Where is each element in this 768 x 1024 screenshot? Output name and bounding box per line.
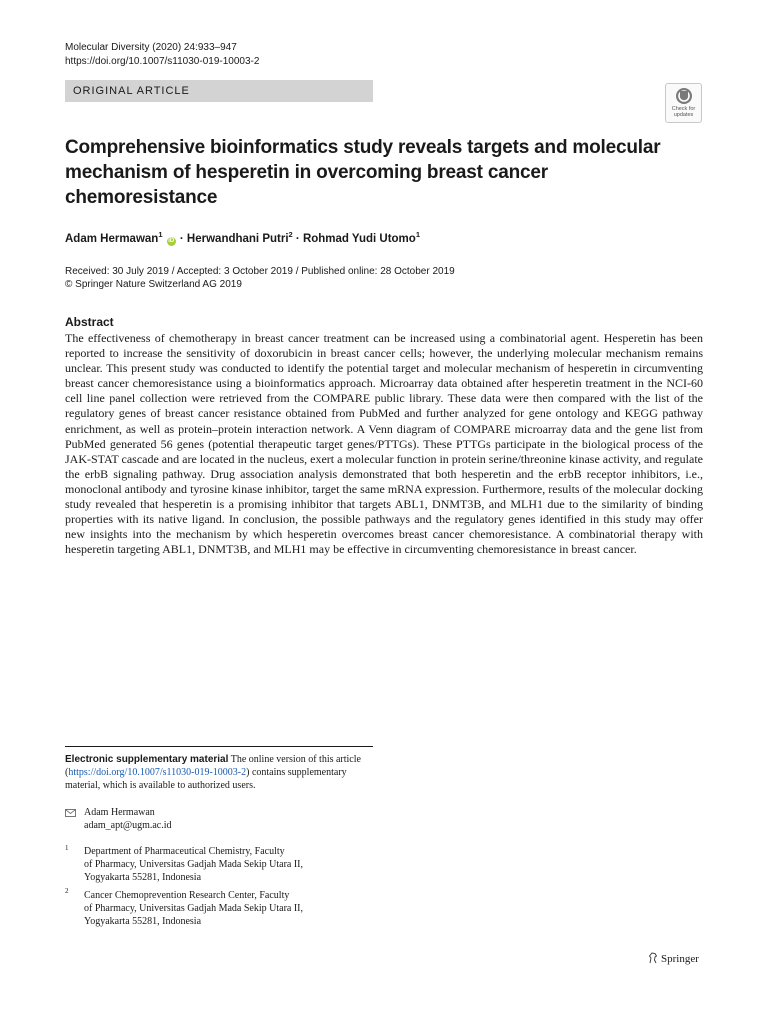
affiliation-1 [84, 845, 354, 884]
publication-history: Received: 30 July 2019 / Accepted: 3 October 2019 / Published online: 28 October 2019 [65, 266, 455, 277]
doi-link[interactable]: https://doi.org/10.1007/s11030-019-10003-2 [65, 56, 260, 67]
author-name[interactable]: Rohmad Yudi Utomo [302, 232, 416, 245]
author-separator: · [292, 232, 303, 245]
affiliation-line: Yogyakarta 55281, Indonesia [84, 872, 202, 883]
orcid-icon[interactable]: iD [168, 237, 175, 244]
affiliation-number: 1 [65, 844, 69, 852]
corresponding-author-email[interactable]: adam_apt@ugm.ac.id [84, 820, 172, 831]
publisher-logo [648, 952, 699, 966]
check-for-updates-badge[interactable] [665, 83, 702, 123]
author-name[interactable]: Adam Hermawan [65, 232, 159, 245]
supplementary-doi-link[interactable]: https://doi.org/10.1007/s11030-019-10003-2 [68, 767, 247, 778]
article-type-banner: ORIGINAL ARTICLE [65, 80, 373, 102]
affiliation-marker: 1 [158, 230, 163, 239]
affiliation-number: 2 [65, 887, 69, 895]
affiliation-2 [84, 889, 354, 928]
affiliation-line: of Pharmacy, Universitas Gadjah Mada Sekip Utara II, [84, 859, 304, 870]
mail-icon [65, 809, 76, 817]
affiliation-marker: 2 [288, 230, 293, 239]
footnote-divider [65, 746, 373, 747]
supplementary-text-after: ) contains supplementary material, which is available to authorized users. [65, 767, 347, 791]
affiliation-line: Yogyakarta 55281, Indonesia [84, 916, 202, 927]
journal-citation: Molecular Diversity (2020) 24:933–947 [65, 42, 237, 53]
author-name[interactable]: Herwandhani Putri [186, 232, 289, 245]
check-updates-icon [675, 87, 693, 105]
affiliation-line: Cancer Chemoprevention Research Center, Faculty [84, 890, 290, 901]
abstract-heading: Abstract [65, 315, 114, 329]
springer-horse-icon [648, 952, 658, 964]
article-title: Comprehensive bioinformatics study reveals targets and molecular mechanism of hesperetin in overcoming breast cancer chemoresistance [65, 137, 661, 208]
corresponding-author-name: Adam Hermawan [84, 807, 155, 818]
affiliation-line: Department of Pharmaceutical Chemistry, Faculty [84, 846, 285, 857]
supplementary-label: Electronic supplementary material [65, 754, 229, 765]
check-updates-label: Check for updates [671, 106, 696, 118]
abstract-text: The effectiveness of chemotherapy in breast cancer treatment can be increased using a combinatorial agent. Hesperetin has been reported to increase the sensitivity of doxorubicin in breast cancer cells; however, the underlying molecular mechanism remains unclear. This present study was conducted to identify the potential target and molecular mechanism of hesperetin in circumventing breast cancer chemoresistance using a bioinformatics approach. Microarray data obtained after hesperetin treatment in the NCI-60 cell line panel collection were retrieved from the COMPARE public library. These data were then compared with the list of the regulatory genes of breast cancer resistance obtained from PubMed and further analyzed for gene ontology and KEGG pathway enrichment, as well as protein–protein interaction network. A Venn diagram of COMPARE microarray data and the gene list from PubMed generated 56 genes (potential therapeutic target genes/PTTGs). These PTTGs participate in the biological process of the JAK-STAT cascade and are located in the nucleus, exert a molecular function in protein serine/threonine kinase activity, and regulate the erbB signaling pathway. Drug association analysis demonstrated that both hesperetin and the erbB receptor inhibitors, i.e., monoclonal antibody and tyrosine kinase inhibitor, target the same mRNA expression. Furthermore, results of the molecular docking study revealed that hesperetin is a promising inhibitor that targets ABL1, DNMT3B, and MLH1 due to the similarity of binding properties with its native ligand. In conclusion, the possible pathways and the regulatory genes identified in this study may offer new insights into the mechanism by which hesperetin overcomes breast cancer chemoresistance. A combinatorial therapy with hesperetin targeting ABL1, DNMT3B, and MLH1 may be effective in circumventing chemoresistance in breast cancer. [65, 331, 703, 557]
affiliation-line: of Pharmacy, Universitas Gadjah Mada Sekip Utara II, [84, 903, 304, 914]
affiliation-marker: 1 [415, 230, 420, 239]
supplementary-text-before: The online version of this article ( [65, 754, 361, 778]
publisher-name: Springer [661, 953, 699, 965]
copyright-notice: © Springer Nature Switzerland AG 2019 [65, 279, 242, 290]
supplementary-note [65, 753, 365, 792]
author-separator: · [176, 232, 187, 245]
author-list [65, 228, 420, 246]
